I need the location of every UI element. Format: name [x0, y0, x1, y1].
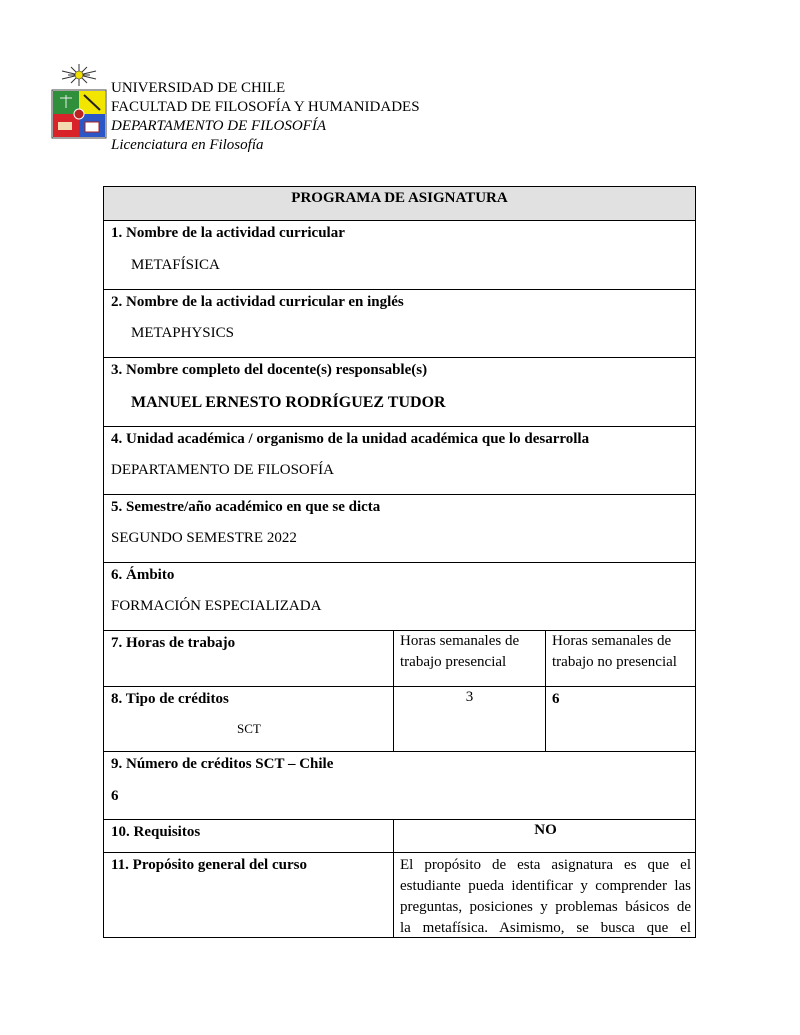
section-label: 5. Semestre/año académico en que se dicta	[111, 499, 381, 515]
section-label: 10. Requisitos	[111, 824, 201, 840]
academic-unit-value: DEPARTAMENTO DE FILOSOFÍA	[111, 462, 334, 478]
section-label: 9. Número de créditos SCT – Chile	[111, 756, 334, 772]
faculty-name: FACULTAD DE FILOSOFÍA Y HUMANIDADES	[111, 99, 420, 115]
section-label: 3. Nombre completo del docente(s) responsable(s)	[111, 362, 428, 378]
scope-value: FORMACIÓN ESPECIALIZADA	[111, 598, 322, 614]
section-course-name	[103, 220, 696, 289]
section-semester	[103, 494, 696, 562]
section-course-purpose	[103, 852, 696, 938]
section-credit-type	[103, 686, 696, 751]
in-person-hours-value: 3	[465, 689, 474, 705]
institution-header	[111, 79, 420, 155]
section-sct-credits	[103, 751, 696, 819]
semester-value: SEGUNDO SEMESTRE 2022	[111, 530, 297, 546]
table-title: PROGRAMA DE ASIGNATURA	[291, 190, 508, 206]
table-title-row	[103, 186, 696, 220]
section-scope	[103, 562, 696, 630]
credit-type-value: SCT	[237, 721, 261, 736]
requirements-value: NO	[534, 822, 557, 838]
department-name: DEPARTAMENTO DE FILOSOFÍA	[111, 118, 326, 134]
instructor-name: MANUEL ERNESTO RODRÍGUEZ TUDOR	[131, 394, 446, 411]
section-work-hours	[103, 630, 696, 686]
section-label: 1. Nombre de la actividad curricular	[111, 225, 345, 241]
in-person-hours-header: Horas semanales de trabajo presencial	[394, 631, 546, 686]
section-label: 6. Ámbito	[111, 567, 175, 583]
section-label: 2. Nombre de la actividad curricular en inglés	[111, 294, 404, 310]
section-label: 7. Horas de trabajo	[111, 635, 236, 651]
remote-hours-header: Horas semanales de trabajo no presencial	[552, 633, 677, 670]
course-name-value: METAFÍSICA	[131, 257, 220, 273]
section-course-name-english	[103, 289, 696, 357]
program-name: Licenciatura en Filosofía	[111, 137, 264, 153]
section-instructor	[103, 357, 696, 426]
university-name: UNIVERSIDAD DE CHILE	[111, 80, 286, 96]
section-label: 8. Tipo de créditos	[111, 691, 229, 707]
remote-hours-value: 6	[552, 691, 560, 707]
section-academic-unit	[103, 426, 696, 494]
course-purpose-text: El propósito de esta asignatura es que el estudiante pueda identificar y comprender las preguntas, posiciones y problemas básicos de la metafísica. Asimismo, se busca que el	[400, 857, 691, 936]
section-label: 4. Unidad académica / organismo de la unidad académica que lo desarrolla	[111, 431, 590, 447]
section-requirements	[103, 819, 696, 852]
university-coat-of-arms-icon	[48, 62, 110, 140]
course-name-english-value: METAPHYSICS	[131, 325, 234, 341]
sct-credits-value: 6	[111, 788, 119, 804]
section-label: 11. Propósito general del curso	[111, 857, 307, 873]
